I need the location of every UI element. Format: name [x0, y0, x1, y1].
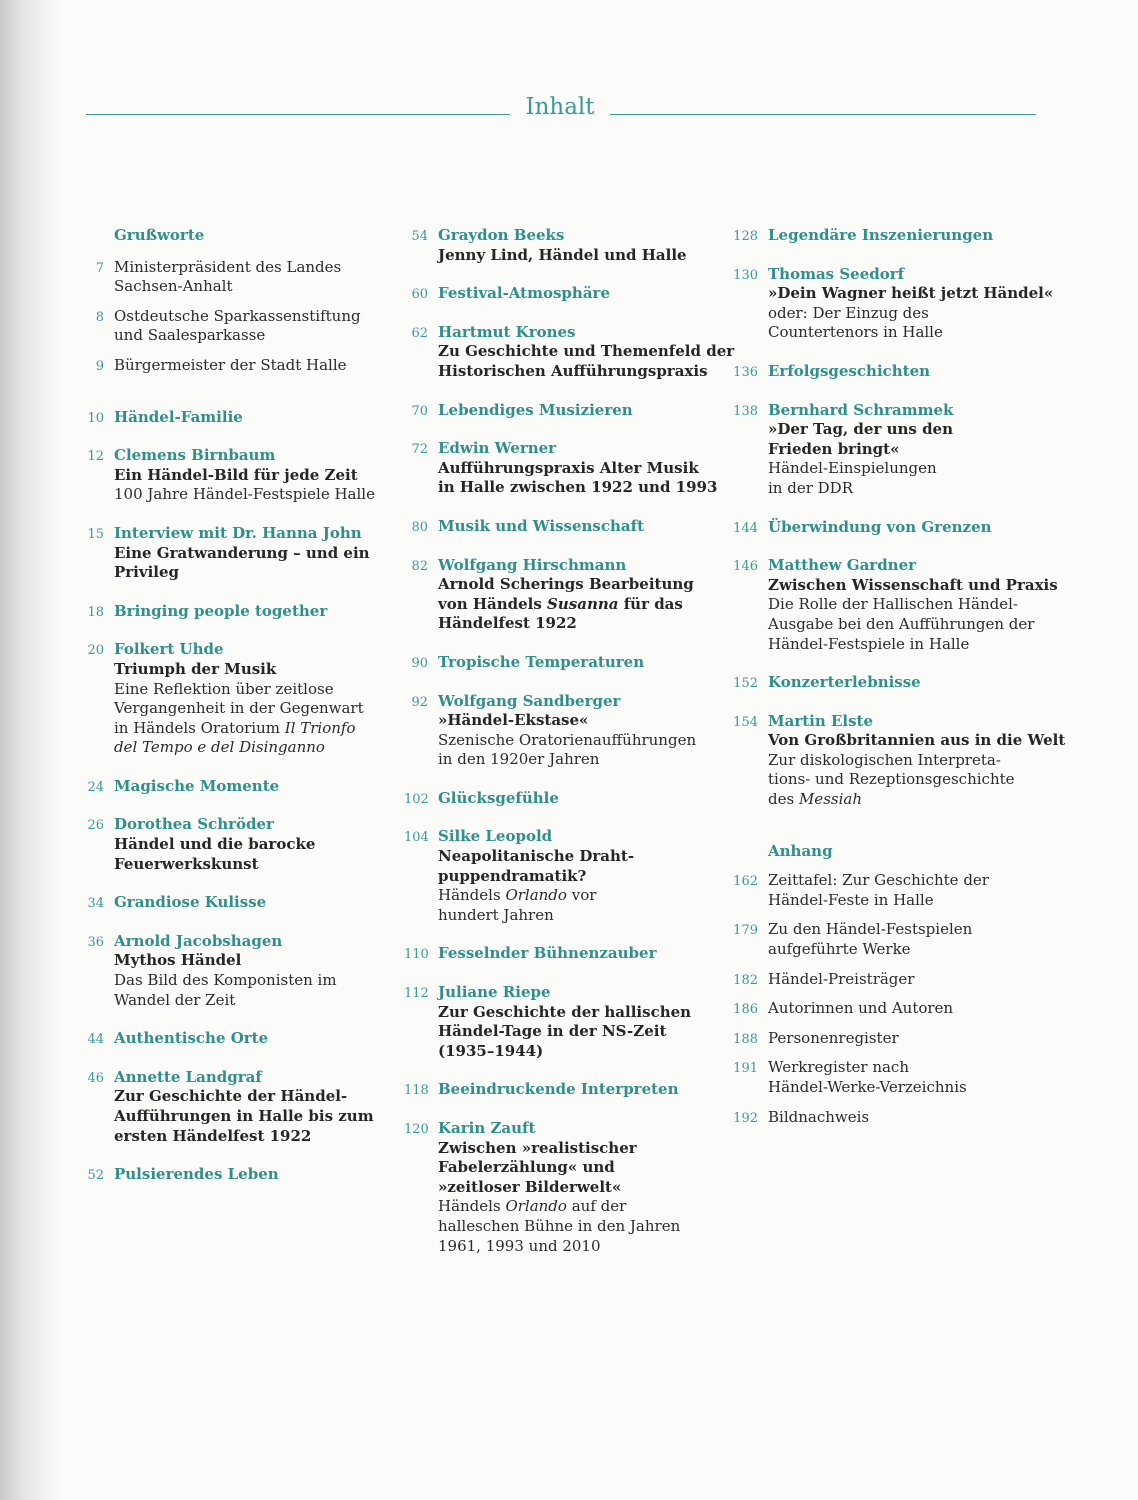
page-number: 82 — [411, 558, 428, 574]
toc-entry[interactable] — [84, 307, 384, 346]
entry-text: Händel-Preisträger — [768, 969, 915, 988]
header-rule-right — [610, 114, 1036, 115]
toc-entry-section[interactable] — [404, 1080, 714, 1100]
article-title: Händelfest 1922 — [438, 614, 577, 633]
page-number: 46 — [87, 1070, 104, 1086]
toc-entry-section[interactable] — [84, 1029, 384, 1049]
toc-entry-article[interactable] — [404, 983, 714, 1061]
page-number: 102 — [404, 791, 429, 807]
page-number: 18 — [87, 604, 104, 620]
toc-entry-article[interactable] — [404, 226, 714, 265]
page-number: 186 — [733, 1002, 758, 1018]
section-title: Beeindruckende Interpreten — [438, 1080, 679, 1099]
page-number: 146 — [733, 559, 758, 575]
page-number: 62 — [411, 325, 428, 341]
toc-entry-section[interactable] — [732, 226, 1052, 246]
section-heading-anhang — [732, 842, 1052, 862]
toc-entry-section[interactable] — [84, 777, 384, 797]
article-subtitle: Die Rolle der Hallischen Händel- — [768, 595, 1018, 614]
article-subtitle: Szenische Oratorienaufführungen — [438, 730, 697, 749]
toc-entry-section[interactable] — [404, 944, 714, 964]
toc-entry-article[interactable] — [732, 556, 1058, 654]
toc-entry-section[interactable] — [84, 893, 384, 913]
article-title: Von Großbritannien aus in die Welt — [768, 731, 1066, 750]
article-title: in Halle zwischen 1922 und 1993 — [438, 478, 718, 497]
section-title: Authentische Orte — [114, 1029, 269, 1048]
page-number: 60 — [411, 287, 428, 303]
toc-entry[interactable] — [732, 1058, 1052, 1097]
page-number: 80 — [411, 519, 428, 535]
page-number: 24 — [87, 779, 104, 795]
article-title: Mythos Händel — [114, 951, 242, 970]
article-subtitle: tions- und Rezeptionsgeschichte — [768, 770, 1015, 789]
page-number: 44 — [87, 1032, 104, 1048]
page-number: 92 — [411, 694, 428, 710]
toc-entry-article[interactable] — [84, 815, 384, 874]
page-number: 138 — [733, 403, 758, 419]
article-title: Händel-Tage in der NS-Zeit — [438, 1022, 667, 1041]
page-number: 26 — [87, 818, 104, 834]
toc-entry-article[interactable] — [84, 1068, 384, 1146]
article-title: Zwischen Wissenschaft und Praxis — [768, 575, 1058, 594]
toc-entry-section[interactable] — [404, 401, 714, 421]
toc-entry-article[interactable] — [404, 827, 714, 925]
article-title: Fabelerzählung« und — [438, 1158, 615, 1177]
page-title: Inhalt — [525, 94, 595, 120]
article-subtitle: del Tempo e del Disinganno — [114, 738, 325, 757]
article-subtitle: in Händels Oratorium Il Trionfo — [114, 718, 356, 737]
article-subtitle: halleschen Bühne in den Jahren — [438, 1216, 681, 1235]
toc-entry-article[interactable] — [84, 640, 384, 758]
article-title: von Händels Susanna für das — [438, 594, 683, 613]
toc-entry-section[interactable] — [84, 1165, 384, 1185]
section-title: Legendäre Inszenierungen — [768, 226, 994, 244]
article-subtitle: Ausgabe bei den Aufführungen der — [768, 614, 1035, 633]
article-subtitle: Wandel der Zeit — [114, 990, 236, 1009]
entry-text: Personenregister — [768, 1028, 899, 1047]
article-title: Zur Geschichte der Händel- — [114, 1087, 348, 1106]
section-title: Glücksgefühle — [438, 788, 559, 807]
page-number: 110 — [404, 947, 429, 963]
entry-text: aufgeführte Werke — [768, 940, 911, 959]
article-subtitle: in den 1920er Jahren — [438, 750, 600, 769]
article-subtitle: Zur diskologischen Interpreta- — [768, 750, 1001, 769]
page-number: 120 — [404, 1122, 429, 1137]
page-number: 192 — [733, 1110, 758, 1126]
article-title: Neapolitanische Draht- — [438, 847, 635, 866]
page-number: 162 — [733, 874, 758, 890]
toc-entry[interactable] — [732, 999, 1052, 1019]
article-title: Zur Geschichte der hallischen — [438, 1002, 692, 1021]
article-title: Feuerwerkskunst — [114, 854, 259, 873]
page-number: 154 — [733, 714, 758, 730]
page-number: 104 — [404, 830, 429, 846]
article-title: Ein Händel-Bild für jede Zeit — [114, 465, 358, 484]
page-number: 9 — [95, 358, 104, 374]
article-title: »Dein Wagner heißt jetzt Händel« — [768, 284, 1054, 303]
page-number: 152 — [733, 676, 758, 692]
page-header — [86, 92, 1038, 132]
toc-entry-article[interactable] — [404, 439, 718, 498]
article-title: Frieden bringt« — [768, 439, 900, 458]
author-name: Arnold Jacobshagen — [114, 931, 283, 950]
page-number: 20 — [87, 643, 104, 659]
section-title: Lebendiges Musizieren — [438, 400, 633, 419]
article-title: »Der Tag, der uns den — [768, 420, 954, 439]
author-name: Juliane Riepe — [438, 983, 551, 1002]
toc-entry[interactable] — [84, 356, 384, 376]
entry-text: Ostdeutsche Sparkassenstiftung — [114, 306, 361, 325]
toc-column-1 — [84, 226, 384, 1204]
author-name: Interview mit Dr. Hanna John — [114, 523, 362, 542]
page-number: 136 — [733, 364, 758, 380]
page-number: 188 — [733, 1031, 758, 1047]
page-number: 10 — [87, 410, 104, 426]
author-name: Edwin Werner — [438, 439, 557, 458]
section-title: Erfolgsgeschichten — [768, 361, 931, 380]
page-number: 118 — [404, 1083, 429, 1099]
article-title: (1935–1944) — [438, 1041, 544, 1060]
article-title: Händel und die barocke — [114, 835, 316, 854]
toc-entry[interactable] — [732, 970, 1052, 990]
author-name: Martin Elste — [768, 711, 874, 730]
page-number: 54 — [411, 229, 428, 244]
author-name: Thomas Seedorf — [768, 264, 905, 283]
page-number: 191 — [733, 1061, 758, 1077]
toc-entry-section[interactable] — [732, 673, 1052, 693]
author-name: Hartmut Krones — [438, 322, 576, 341]
article-subtitle: Händels Orlando auf der — [438, 1197, 627, 1216]
article-title: puppendramatik? — [438, 866, 587, 885]
article-subtitle: Das Bild des Komponisten im — [114, 971, 337, 990]
toc-entry-section[interactable] — [732, 518, 1052, 538]
header-rule-left — [86, 114, 510, 115]
article-subtitle: Vergangenheit in der Gegenwart — [114, 699, 364, 718]
author-name: Karin Zauft — [438, 1119, 536, 1137]
section-title: Bringing people together — [114, 601, 328, 620]
author-name: Graydon Beeks — [438, 226, 565, 244]
author-name: Dorothea Schröder — [114, 815, 274, 834]
article-subtitle: 1961, 1993 und 2010 — [438, 1236, 601, 1255]
toc-entry-section[interactable] — [404, 789, 714, 809]
page-number: 179 — [733, 923, 758, 939]
article-title: Jenny Lind, Händel und Halle — [438, 245, 687, 264]
article-title: Zu Geschichte und Themenfeld der — [438, 342, 735, 361]
toc-entry-section[interactable] — [732, 362, 1052, 382]
toc-entry-article[interactable] — [84, 524, 384, 583]
page-number: 144 — [733, 520, 758, 536]
toc-column-2 — [404, 226, 735, 1275]
section-title: Fesselnder Bühnenzauber — [438, 944, 657, 963]
page-number: 52 — [87, 1168, 104, 1184]
page-number: 128 — [733, 229, 758, 244]
article-subtitle: 100 Jahre Händel-Festspiele Halle — [114, 485, 375, 504]
toc-entry[interactable] — [732, 1108, 1052, 1128]
author-name: Bernhard Schrammek — [768, 400, 954, 419]
article-title: ersten Händelfest 1922 — [114, 1126, 312, 1145]
section-heading-label: Anhang — [768, 841, 833, 860]
section-title: Händel-Familie — [114, 407, 243, 426]
section-title: Festival-Atmosphäre — [438, 284, 610, 303]
author-name: Annette Landgraf — [114, 1067, 262, 1086]
entry-text: Händel-Feste in Halle — [768, 890, 934, 909]
article-subtitle: Countertenors in Halle — [768, 323, 943, 342]
page-gutter-shadow — [0, 0, 60, 1500]
entry-text: Werkregister nach — [768, 1058, 909, 1077]
entry-text: Zeittafel: Zur Geschichte der — [768, 871, 989, 890]
section-heading-grussworte — [84, 226, 384, 246]
author-name: Matthew Gardner — [768, 556, 917, 575]
toc-entry-article[interactable] — [84, 932, 384, 1010]
toc-entry-article[interactable] — [732, 401, 1052, 499]
section-title: Grandiose Kulisse — [114, 893, 267, 912]
toc-column-3 — [732, 226, 1066, 1137]
section-title: Konzerterlebnisse — [768, 673, 921, 692]
section-title: Überwindung von Grenzen — [768, 517, 992, 536]
article-subtitle: oder: Der Einzug des — [768, 303, 929, 322]
article-subtitle: hundert Jahren — [438, 905, 554, 924]
entry-text: Händel-Werke-Verzeichnis — [768, 1078, 967, 1096]
author-name: Wolfgang Sandberger — [438, 691, 621, 710]
entry-text: Autorinnen und Autoren — [768, 999, 954, 1018]
toc-entry-article[interactable] — [732, 711, 1066, 810]
author-name: Silke Leopold — [438, 827, 553, 846]
toc-entry-article[interactable] — [84, 446, 384, 505]
author-name: Clemens Birnbaum — [114, 446, 276, 465]
article-title: Triumph der Musik — [114, 659, 277, 678]
toc-entry-section[interactable] — [84, 602, 384, 622]
article-title: Eine Gratwanderung – und ein — [114, 543, 370, 562]
article-subtitle: Händels Orlando vor — [438, 886, 597, 905]
article-title: Arnold Scherings Bearbeitung — [438, 575, 694, 594]
section-heading-label: Grußworte — [114, 226, 205, 244]
section-title: Pulsierendes Leben — [114, 1165, 279, 1184]
entry-text: Ministerpräsident des Landes — [114, 257, 342, 276]
toc-entry-section[interactable] — [404, 284, 714, 304]
page-number: 8 — [95, 309, 104, 325]
toc-entry[interactable] — [732, 871, 1052, 910]
toc-entry-section[interactable] — [84, 408, 384, 428]
page-number: 36 — [87, 934, 104, 950]
page-number: 12 — [87, 449, 104, 465]
article-title: Privileg — [114, 563, 180, 582]
article-title: Historischen Aufführungspraxis — [438, 361, 708, 380]
entry-text: Bildnachweis — [768, 1107, 870, 1126]
author-name: Wolfgang Hirschmann — [438, 555, 627, 574]
entry-text: Sachsen-Anhalt — [114, 277, 233, 296]
toc-entry-article[interactable] — [404, 556, 714, 634]
toc-entry-article[interactable] — [404, 322, 735, 382]
article-subtitle: des Messiah — [768, 790, 862, 809]
toc-entry-section[interactable] — [404, 517, 714, 537]
page-number: 112 — [404, 986, 429, 1002]
article-subtitle: in der DDR — [768, 478, 853, 497]
page-number: 130 — [733, 267, 758, 283]
article-subtitle: Eine Reflektion über zeitlose — [114, 679, 334, 698]
toc-entry[interactable] — [732, 920, 1052, 959]
toc-entry[interactable] — [84, 258, 384, 297]
article-title: »zeitloser Bilderwelt« — [438, 1177, 622, 1196]
section-title: Tropische Temperaturen — [438, 652, 645, 671]
article-title: »Händel-Ekstase« — [438, 711, 589, 730]
entry-text: und Saalesparkasse — [114, 326, 266, 345]
page-number: 34 — [87, 896, 104, 912]
article-title: Zwischen »realistischer — [438, 1138, 637, 1157]
section-title: Magische Momente — [114, 776, 280, 795]
article-title: Aufführungen in Halle bis zum — [114, 1107, 374, 1125]
page-number: 7 — [95, 260, 104, 276]
author-name: Folkert Uhde — [114, 640, 224, 659]
entry-text: Bürgermeister der Stadt Halle — [114, 355, 347, 374]
toc-entry-section[interactable] — [404, 653, 714, 673]
page-number: 72 — [411, 442, 428, 458]
page-number: 15 — [87, 526, 104, 542]
section-title: Musik und Wissenschaft — [438, 516, 644, 535]
page-number: 70 — [411, 403, 428, 419]
article-subtitle: Händel-Einspielungen — [768, 459, 937, 478]
toc-entry-article[interactable] — [404, 1119, 714, 1256]
page-number: 182 — [733, 972, 758, 988]
page-number: 90 — [411, 655, 428, 671]
toc-entry-article[interactable] — [404, 692, 714, 770]
toc-entry-article[interactable] — [732, 265, 1052, 343]
article-subtitle: Händel-Festspiele in Halle — [768, 634, 970, 653]
toc-entry[interactable] — [732, 1029, 1052, 1049]
entry-text: Zu den Händel-Festspielen — [768, 920, 973, 939]
article-title: Aufführungspraxis Alter Musik — [438, 458, 699, 477]
